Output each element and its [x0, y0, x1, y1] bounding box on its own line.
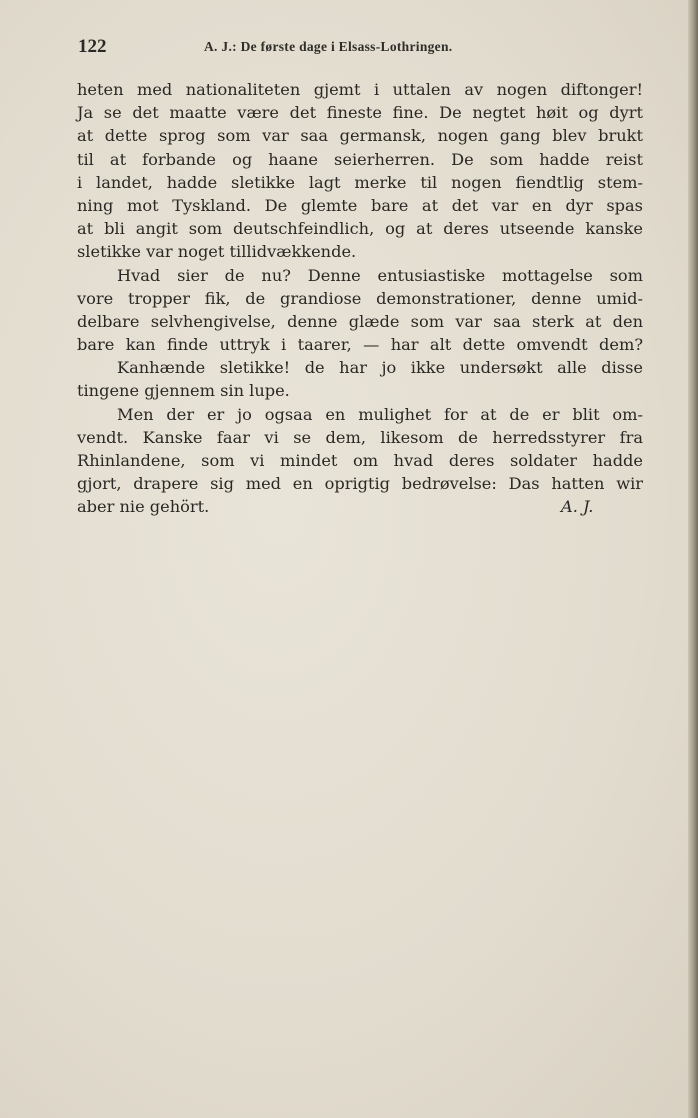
text-line: Kanhænde sletikke! de har jo ikke undersøkt alle disse	[117, 358, 643, 378]
page-number: 122	[78, 36, 107, 57]
text-line: Hvad sier de nu? Denne entusiastiske mottagelse som	[117, 265, 643, 285]
text-line: bare kan finde uttryk i taarer, — har alt dette omvendt dem?	[77, 335, 643, 355]
body-text	[77, 78, 643, 519]
text-line: til at forbande og haane seierherren. De som hadde reist	[77, 149, 643, 169]
text-line: sletikke var noget tillidvækkende.	[77, 242, 357, 262]
text-line: delbare selvhengivelse, denne glæde som var saa sterk at den	[77, 311, 643, 331]
text-line: gjort, drapere sig med en oprigtig bedrøvelse: Das hatten wir	[77, 474, 643, 494]
text-line: Ja se det maatte være det fineste fine. De negtet høit og dyrt	[77, 103, 643, 123]
author-signature: A. J.	[561, 497, 594, 517]
page-edge-shadow	[688, 0, 698, 1118]
text-line: aber nie gehört.	[77, 497, 210, 517]
text-line: Rhinlandene, som vi mindet om hvad deres soldater hadde	[77, 451, 643, 470]
text-line: at dette sprog som var saa germansk, nogen gang blev brukt	[77, 126, 643, 146]
closing-line	[77, 495, 643, 518]
text-line: vendt. Kanske faar vi se dem, likesom de herredsstyrer fra	[77, 427, 643, 447]
text-line: Men der er jo ogsaa en mulighet for at de er blit om-	[117, 404, 643, 424]
text-line: heten med nationaliteten gjemt i uttalen av nogen diftonger!	[77, 80, 643, 99]
running-head: A. J.: De første dage i Elsass-Lothringen.	[204, 39, 453, 54]
page-header	[78, 36, 644, 60]
text-line: i landet, hadde sletikke lagt merke til nogen fiendtlig stem-	[77, 172, 643, 192]
text-line: ning mot Tyskland. De glemte bare at det var en dyr spas	[77, 195, 643, 215]
text-line: tingene gjennem sin lupe.	[77, 381, 290, 401]
text-line: at bli angit som deutschfeindlich, og at deres utseende kanske	[77, 219, 643, 239]
text-line: vore tropper fik, de grandiose demonstrationer, denne umid-	[77, 288, 643, 308]
